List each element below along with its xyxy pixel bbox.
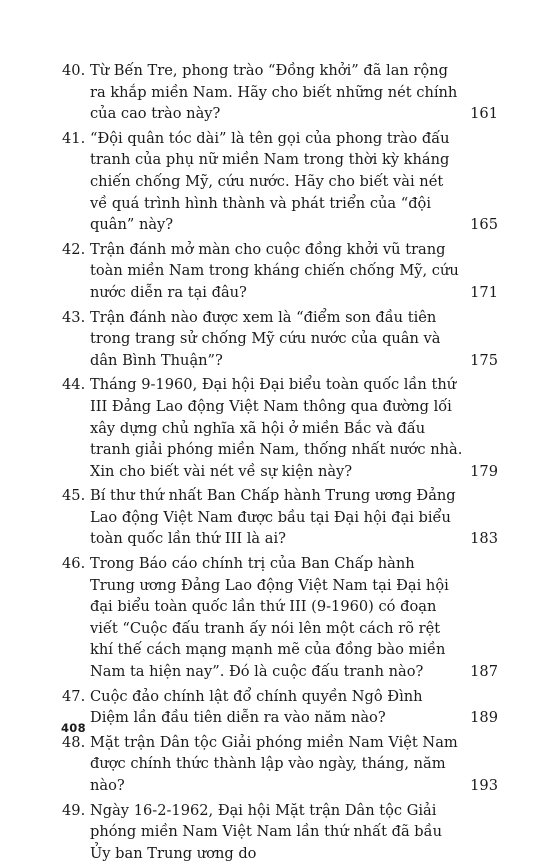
entry-page-number: 193 [470, 777, 498, 794]
entry-number: 47. [62, 687, 86, 705]
entry-text: Trận đánh nào được xem là “điểm son đầu tiên trong trang sử chống Mỹ cứu nước của quân và dân Bình Thuận”? [90, 308, 441, 369]
entry-body [90, 553, 498, 683]
entry-text: Từ Bến Tre, phong trào “Đồng khởi” đã lan rộng ra khắp miền Nam. Hãy cho biết những nét chính của cao trào này? [90, 62, 458, 123]
entry-number: 40. [62, 62, 86, 79]
entry-page-number: 175 [470, 351, 498, 369]
entry-text: Ngày 16-2-1962, Đại hội Mặt trận Dân tộc Giải phóng miền Nam Việt Nam lần thứ nhất đã bầu Ủy ban Trung ương do [90, 801, 442, 862]
entry-body [90, 239, 498, 304]
toc-entry [62, 732, 498, 797]
entry-text: Bí thư thứ nhất Ban Chấp hành Trung ương Đảng Lao động Việt Nam được bầu tại Đại hội đại biểu toàn quốc lần thứ III là ai? [90, 487, 456, 548]
entry-text: Tháng 9-1960, Đại hội Đại biểu toàn quốc lần thứ III Đảng Lao động Việt Nam thông qua đường lối xây dựng chủ nghĩa xã hội ở miền Bắc và đấu tranh giải phóng miền Nam, thống nhất nước nhà. Xin cho biết vài nét về sự kiện này? [90, 376, 463, 480]
entry-number: 44. [62, 376, 86, 394]
entry-page-number: 161 [470, 105, 498, 123]
entry-text: Trong Báo cáo chính trị của Ban Chấp hành Trung ương Đảng Lao động Việt Nam tại Đại hội đại biểu toàn quốc lần thứ III (9-1960) có đoạn viết “Cuộc đấu tranh ấy nói lên một cách rõ rệt khí thế cách mạng mạnh mẽ của đồng bào miền Nam ta hiện nay”. Đó là cuộc đấu tranh nào? [90, 555, 449, 681]
entry-number: 48. [62, 733, 86, 751]
entry-body [90, 686, 498, 729]
toc-entry [62, 686, 498, 729]
entry-body [90, 307, 498, 372]
entry-text: Cuộc đảo chính lật đổ chính quyền Ngô Đình Diệm lần đầu tiên diễn ra vào năm nào? [90, 687, 423, 727]
entry-body [90, 60, 498, 125]
toc-entry [62, 800, 498, 865]
toc-entry [62, 60, 498, 125]
entry-body [90, 128, 498, 236]
entry-number: 41. [62, 129, 86, 147]
table-of-contents [62, 60, 498, 867]
entry-text: “Đội quân tóc dài” là tên gọi của phong trào đấu tranh của phụ nữ miền Nam trong thời kỳ kháng chiến chống Mỹ, cứu nước. Hãy cho biết vài nét về quá trình hình thành và phát triển của “đội quân” này? [90, 129, 450, 234]
entry-body [90, 800, 498, 865]
entry-page-number: 189 [470, 709, 498, 727]
entry-body [90, 374, 498, 482]
toc-entry [62, 374, 498, 482]
entry-text: Trận đánh mở màn cho cuộc đồng khởi vũ trang toàn miền Nam trong kháng chiến chống Mỹ, cứu nước diễn ra tại đâu? [90, 240, 459, 301]
entry-number: 43. [62, 308, 86, 326]
entry-body [90, 732, 498, 797]
entry-number: 46. [62, 555, 86, 573]
entry-text: Mặt trận Dân tộc Giải phóng miền Nam Việt Nam được chính thức thành lập vào ngày, tháng, năm nào? [90, 733, 458, 794]
toc-entry [62, 485, 498, 550]
entry-number: 49. [62, 801, 86, 819]
entry-number: 45. [62, 487, 86, 505]
entry-body [90, 485, 498, 550]
entry-page-number: 183 [470, 530, 498, 548]
entry-page-number: 165 [470, 216, 498, 234]
entry-page-number: 171 [470, 283, 498, 301]
toc-entry [62, 128, 498, 236]
page-footer-number: 408 [61, 721, 86, 735]
entry-number: 42. [62, 240, 86, 258]
toc-entry [62, 553, 498, 683]
entry-page-number: 179 [470, 462, 498, 480]
toc-entry [62, 307, 498, 372]
toc-entry [62, 239, 498, 304]
entry-page-number: 187 [470, 663, 498, 681]
